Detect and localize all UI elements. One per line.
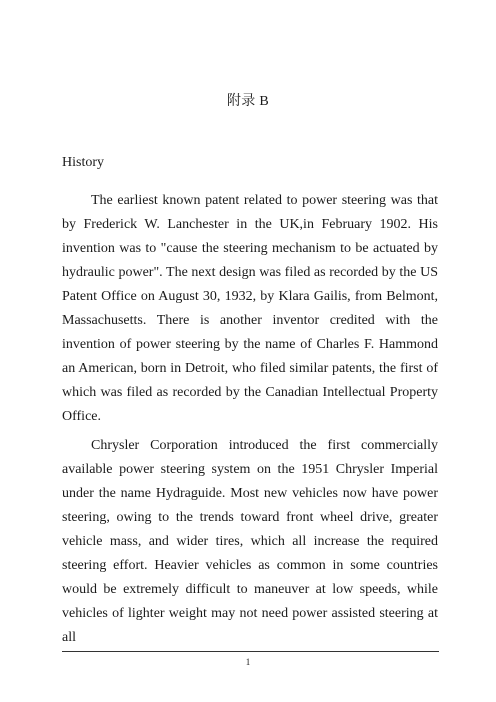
appendix-title: 附录 B	[226, 94, 270, 109]
footer-divider	[62, 651, 439, 652]
page-number: 1	[245, 657, 251, 667]
body-paragraph: The earliest known patent related to power steering was that by Frederick W. Lanchester in the UK,in February 1902. His invention was to "cause the steering mechanism to be actuated by hydraulic power". The next design was filed as recorded by the US Patent Office on August 30, 1932, by Klara Gailis, from Belmont, Massachusetts. There is another inventor credited with the invention of power steering by the name of Charles F. Hammond an American, born in Detroit, who filed similar patents, the first of which was filed as recorded by the Canadian Intellectual Property Office.	[62, 193, 438, 424]
body-paragraph: Chrysler Corporation introduced the first commercially available power steering system on the 1951 Chrysler Imperial under the name Hydraguide. Most new vehicles now have power steering, owing to the trends toward front wheel drive, greater vehicle mass, and wider tires, which all increase the required steering effort. Heavier vehicles as common in some countries would be extremely difficult to maneuver at low speeds, while vehicles of lighter weight may not need power assisted steering at all	[62, 438, 438, 645]
section-heading: History	[62, 155, 104, 170]
